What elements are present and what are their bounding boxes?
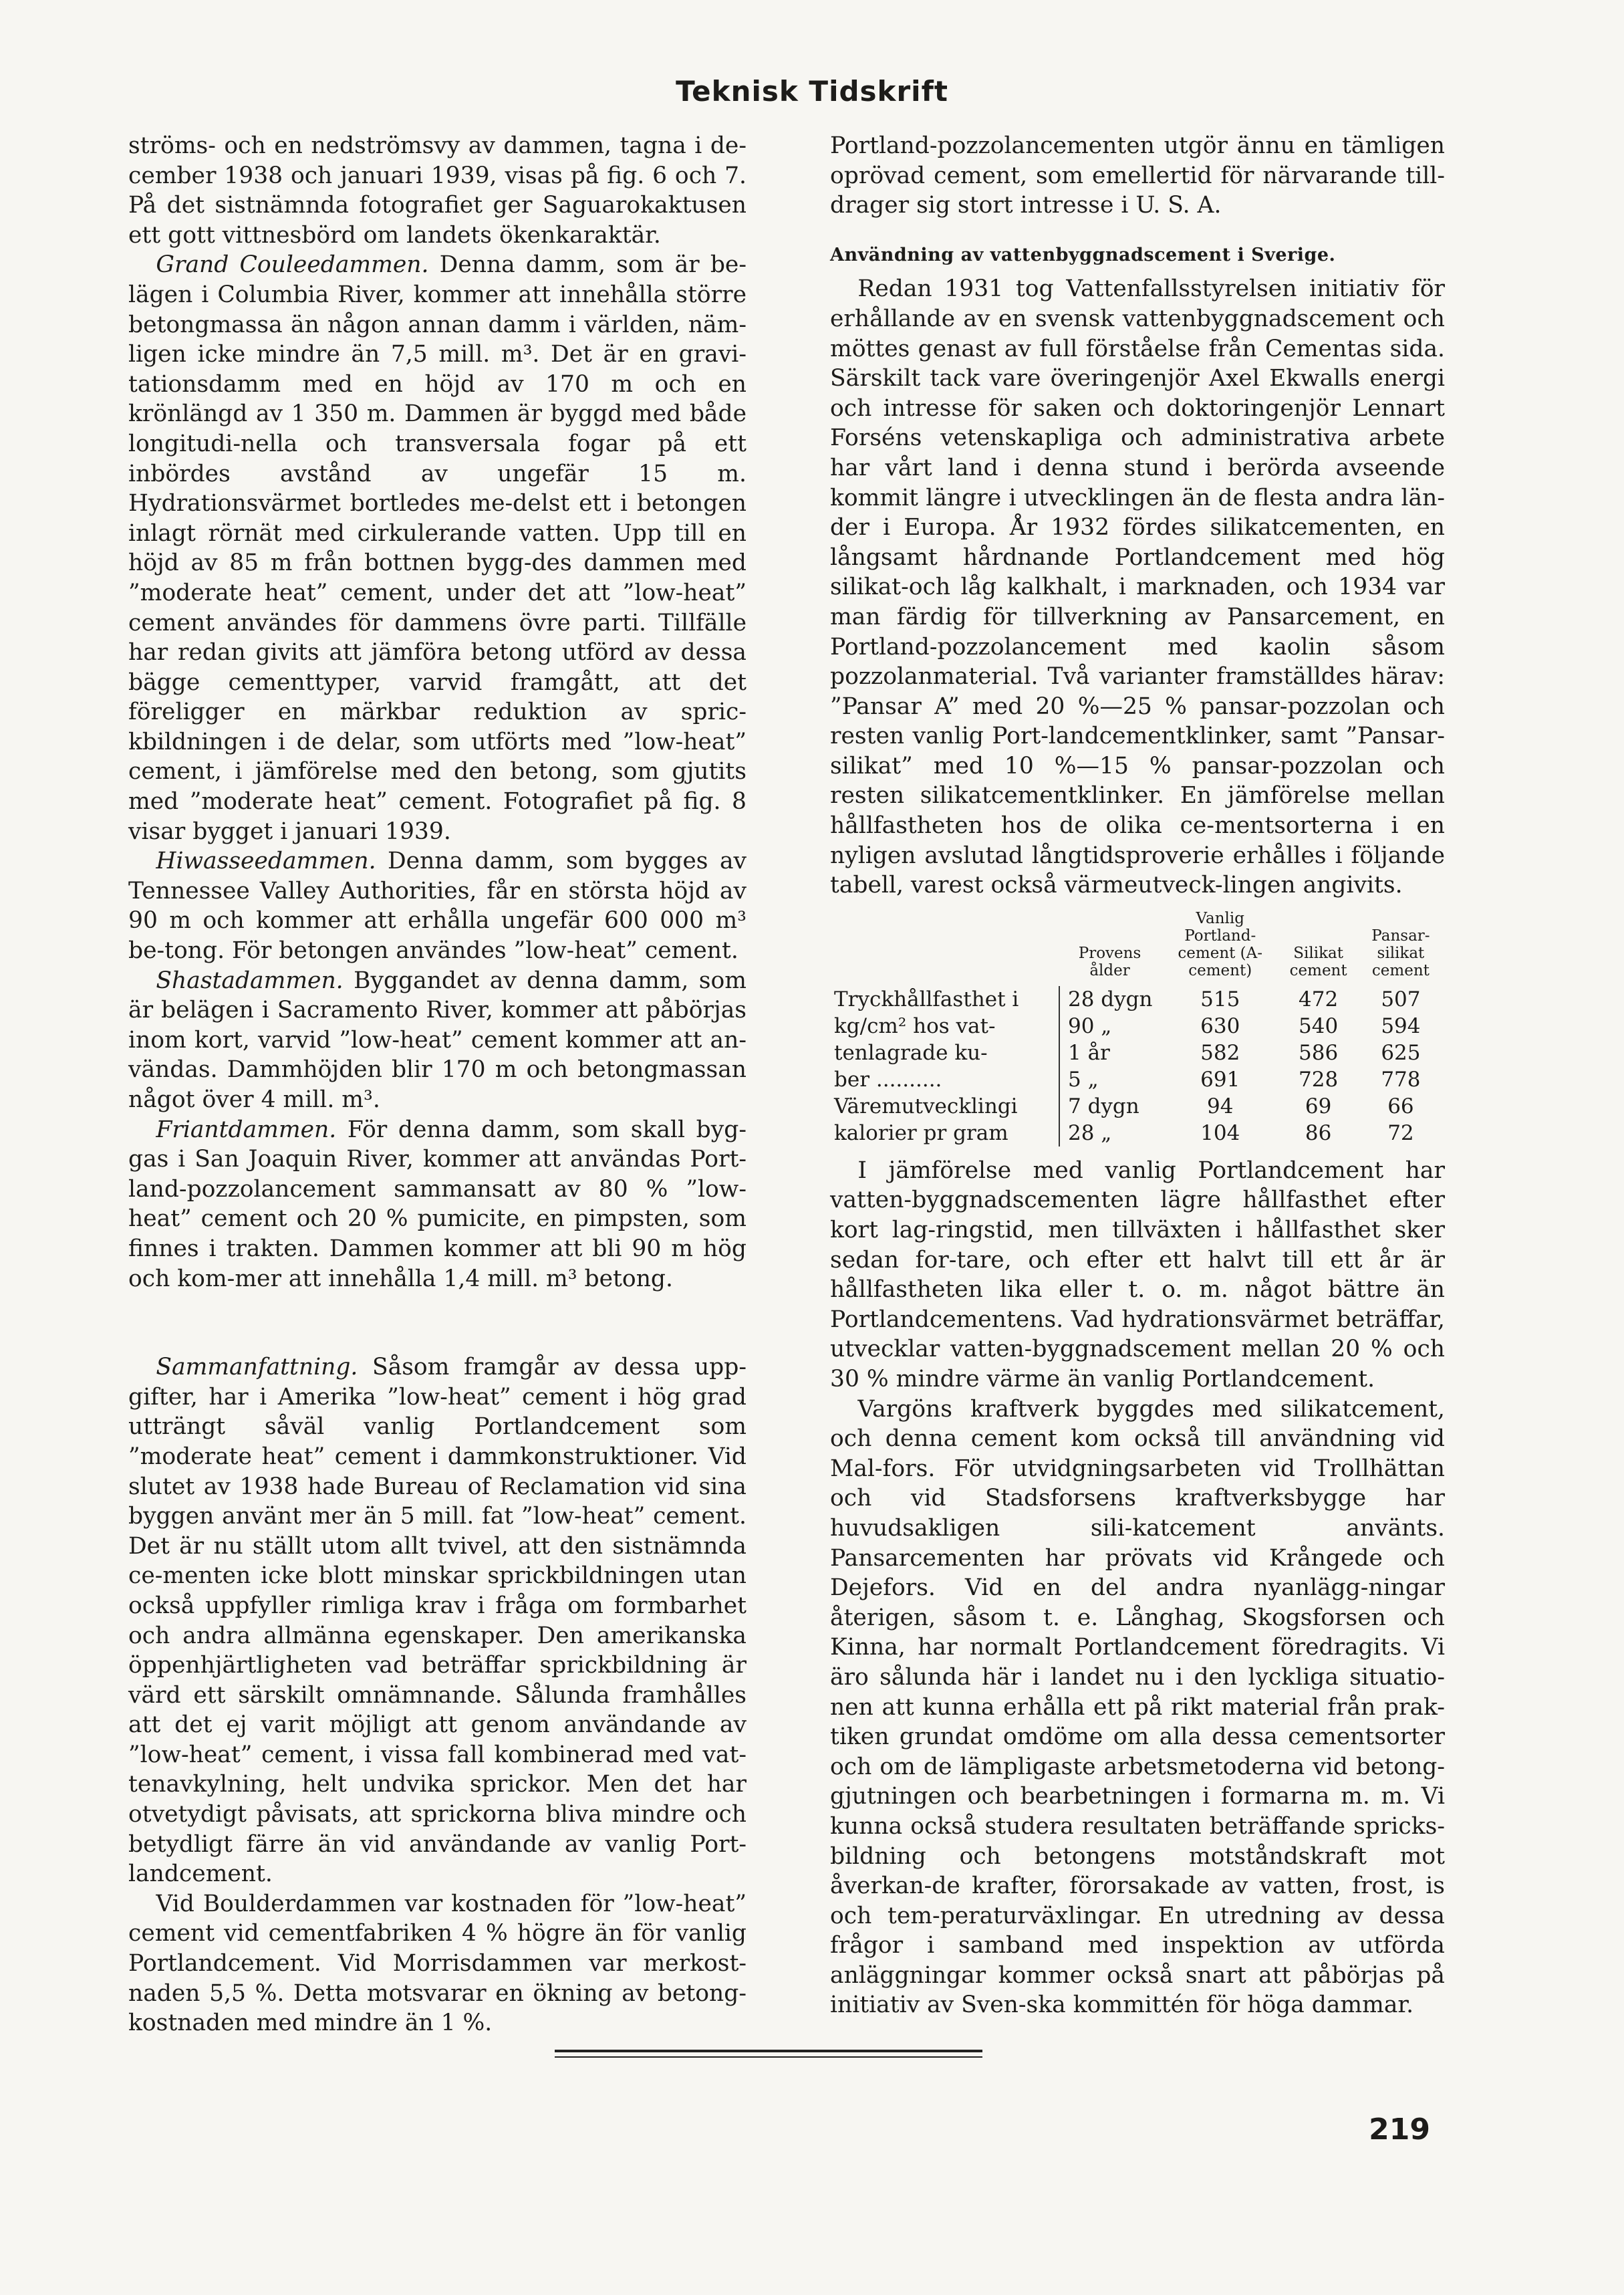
summary-paragraph: Sammanfattning. Såsom framgår av dessa upp-gifter, har i Amerika ”low-heat” cement i hög grad utträngt såväl vanlig Portlandcement som ”moderate heat” cement i dammkonstruktioner. Vid slutet av 1938 hade Bureau of Reclamation vid sina byggen använt mer än 5 mill. fat ”low-heat” cement. Det är nu ställt utom allt tvivel, att den sistnämnda ce-menten icke blott minskar sprickbildningen utan också uppfyller rimliga krav i fråga om formbarhet och andra allmänna egenskaper. Den amerikanska öppenhjärtligheten vad beträffar sprickbildning är värd ett särskilt omnämnande. Sålunda framhålles att det ej varit möjligt att genom användande av ”low-heat” cement, i vissa fall kombinerad med vat-tenavkylning, helt undvika sprickor. Men det har otvetydigt påvisats, att sprickorna bliva mindre och betydligt färre än vid användande av vanlig Port-landcement. bbox=[128, 1354, 747, 1888]
end-rule bbox=[555, 2050, 982, 2062]
table-header: Silikat cement bbox=[1289, 944, 1347, 979]
table-row bbox=[830, 986, 1445, 1013]
paragraph: I jämförelse med vanlig Portlandcement har vatten-byggnadscementen lägre hållfasthet efter kort lag-ringstid, men tillväxten i hållfasthet sker sedan for-tare, och efter ett halvt till ett år är hållfastheten lika eller t. o. m. något bättre än Portlandcementens. Vad hydrationsvärmet beträffar, utvecklar vatten-byggnadscement mellan 20 % och 30 % mindre värme än vanlig Portlandcement. bbox=[830, 1157, 1445, 1393]
left-column bbox=[128, 131, 747, 2038]
table-cell: 72 bbox=[1387, 1120, 1414, 1145]
table-header: Provens ålder bbox=[1078, 944, 1141, 979]
table-row bbox=[830, 1120, 1445, 1146]
strength-table bbox=[830, 910, 1445, 1146]
table-cell: 104 bbox=[1200, 1120, 1240, 1145]
table-cell: 691 bbox=[1200, 1067, 1240, 1092]
dam-name: Grand Couleedammen. bbox=[156, 251, 429, 279]
table-header-row bbox=[830, 910, 1445, 986]
table-cell: 94 bbox=[1207, 1094, 1234, 1118]
table-cell: 90 „ bbox=[1059, 1013, 1160, 1040]
dam-name: Shastadammen. bbox=[156, 967, 344, 994]
paragraph: Shastadammen. Byggandet av denna damm, som är belägen i Sacramento River, kommer att påbörjas inom kort, varvid ”low-heat” cement kommer att an-vändas. Dammhöjden blir 170 m och betongmassan något över 4 mill. m³. bbox=[128, 967, 747, 1113]
table-cell: 540 bbox=[1299, 1013, 1339, 1038]
table-header bbox=[830, 910, 1059, 986]
table-cell: 630 bbox=[1200, 1013, 1240, 1038]
table-cell: 1 år bbox=[1059, 1040, 1160, 1066]
table-cell: 28 „ bbox=[1059, 1120, 1160, 1146]
table-cell: 625 bbox=[1381, 1040, 1421, 1065]
table-header: Vanlig Portland-cement (A-cement) bbox=[1178, 909, 1263, 979]
table-row bbox=[830, 1093, 1445, 1120]
paragraph: Grand Couleedammen. Denna damm, som är be-lägen i Columbia River, kommer att innehålla större betongmassa än någon annan damm i världen, näm-ligen icke mindre än 7,5 mill. m³. Det är en gravi-tationsdamm med en höjd av 170 m och en krönlängd av 1 350 m. Dammen är byggd med både longitudi-nella och transversala fogar på ett inbördes avstånd av ungefär 15 m. Hydrationsvärmet bortledes me-delst ett i betongen inlagt rörnät med cirkulerande vatten. Upp till en höjd av 85 m från bottnen bygg-des dammen med ”moderate heat” cement, under det att ”low-heat” cement användes för dammens övre parti. Tillfälle har redan givits att jämföra betong utförd av dessa bägge cementtyper, varvid framgått, att det föreligger en märkbar reduktion av spric-kbildningen i de delar, som utförts med ”low-heat” cement, i jämförelse med den betong, som gjutits med ”moderate heat” cement. Fotografiet på fig. 8 visar bygget i januari 1939. bbox=[128, 251, 747, 845]
table-cell: 66 bbox=[1387, 1094, 1414, 1118]
right-column bbox=[830, 131, 1445, 2020]
table-cell: 7 dygn bbox=[1059, 1093, 1160, 1120]
table-cell: Väremutvecklingi bbox=[834, 1094, 1018, 1118]
summary-lead: Sammanfattning. bbox=[156, 1354, 358, 1381]
table-cell: tenlagrade ku- bbox=[834, 1040, 988, 1065]
table-row bbox=[830, 1066, 1445, 1093]
table-header: Pansar-silikat cement bbox=[1371, 927, 1430, 979]
paragraph: Vid Boulderdammen var kostnaden för ”low-heat” cement vid cementfabriken 4 % högre än för vanlig Portlandcement. Vid Morrisdammen var merkost-naden 5,5 %. Detta motsvarar en ökning av betong-kostnaden med mindre än 1 %. bbox=[128, 1890, 747, 2037]
table-cell: 28 dygn bbox=[1059, 986, 1160, 1013]
table-cell: 515 bbox=[1200, 987, 1240, 1011]
table-row bbox=[830, 1040, 1445, 1066]
table-cell: 582 bbox=[1200, 1040, 1240, 1065]
paragraph: Portland-pozzolancementen utgör ännu en tämligen oprövad cement, som emellertid för närvarande till-drager sig stort intresse i U. S. A. bbox=[830, 132, 1445, 219]
paragraph: Vargöns kraftverk byggdes med silikatcement, och denna cement kom också till användning vid Mal-fors. För utvidgningsarbeten vid Trollhättan och vid Stadsforsens kraftverksbygge har huvudsakligen sili-katcement använts. Pansarcementen har prövats vid Krångede och Dejefors. Vid en del andra nyanlägg-ningar återigen, såsom t. e. Långhag, Skogsforsen och Kinna, har normalt Portlandcement föredragits. Vi äro sålunda här i landet nu i den lyckliga situatio-nen att kunna erhålla ett på rikt material från prak-tiken grundat omdöme om alla dessa cementsorter och om de lämpligaste arbetsmetoderna vid betong-gjutningen och bearbetningen i formarna m. m. Vi kunna också studera resultaten beträffande spricks-bildning och betongens motståndskraft mot åverkan-de krafter, förorsakade av vatten, frost, is och tem-peraturväxlingar. En utredning av dessa frågor i samband med inspektion av utförda anläggningar kommer också snart att påbörjas på initiativ av Sven-ska kommittén för höga dammar. bbox=[830, 1395, 1445, 2019]
table-cell: 69 bbox=[1305, 1094, 1332, 1118]
section-heading: Användning av vattenbyggnadscement i Sverige. bbox=[830, 244, 1336, 265]
table-cell: kg/cm² hos vat- bbox=[834, 1013, 996, 1038]
table-cell: 86 bbox=[1305, 1120, 1332, 1145]
table-cell: 586 bbox=[1299, 1040, 1339, 1065]
paragraph: Redan 1931 tog Vattenfallsstyrelsen initiativ för erhållande av en svensk vattenbyggnadscement och möttes genast av full förståelse från Cementas sida. Särskilt tack vare överingenjör Axel Ekwalls energi och intresse för saken och doktoringenjör Lennart Forséns vetenskapliga och administrativa arbete har vårt land i denna stund i berörda avseende kommit längre i utvecklingen än de flesta andra län-der i Europa. År 1932 fördes silikatcementen, en långsamt hårdnande Portlandcement med hög silikat-och låg kalkhalt, i marknaden, och 1934 var man färdig för tillverkning av Pansarcement, en Portland-pozzolancement med kaolin såsom pozzolanmaterial. Två varianter framställdes härav: ”Pansar A” med 20 %—25 % pansar-pozzolan och resten vanlig Port-landcementklinker, samt ”Pansar-silikat” med 10 %—15 % pansar-pozzolan och resten silikatcementklinker. En jämförelse mellan hållfastheten hos de olika ce-mentsorterna i en nyligen avslutad långtidsproverie erhålles i följande tabell, varest också värmeutveck-lingen angivits. bbox=[830, 275, 1445, 899]
table-cell: Tryckhållfasthet i bbox=[834, 987, 1019, 1011]
table-cell: 728 bbox=[1299, 1067, 1339, 1092]
table-cell: ber .......... bbox=[834, 1067, 942, 1092]
table-cell: 472 bbox=[1299, 987, 1339, 1011]
paragraph: Friantdammen. För denna damm, som skall byg-gas i San Joaquin River, kommer att användas Port-land-pozzolancement sammansatt av 80 % ”low-heat” cement och 20 % pumicite, en pimpsten, som finnes i trakten. Dammen kommer att bli 90 m hög och kom-mer att innehålla 1,4 mill. m³ betong. bbox=[128, 1116, 747, 1292]
table-row bbox=[830, 1013, 1445, 1040]
table-cell: 507 bbox=[1381, 987, 1421, 1011]
dam-name: Hiwasseedammen. bbox=[156, 848, 376, 875]
table-cell: 778 bbox=[1381, 1067, 1421, 1092]
table-cell: 5 „ bbox=[1059, 1066, 1160, 1093]
paragraph: Hiwasseedammen. Denna damm, som bygges av Tennessee Valley Authorities, får en största höjd av 90 m och kommer att erhålla ungefär 600 000 m³ be-tong. För betongen användes ”low-heat” cement. bbox=[128, 848, 747, 965]
table-cell: 594 bbox=[1381, 1013, 1421, 1038]
table-cell: kalorier pr gram bbox=[834, 1120, 1008, 1145]
dam-name: Friantdammen. bbox=[156, 1116, 337, 1143]
paragraph: ströms- och en nedströmsvy av dammen, tagna i de-cember 1938 och januari 1939, visas på fig. 6 och 7. På det sistnämnda fotografiet ger Saguarokaktusen ett gott vittnesbörd om landets ökenkaraktär. bbox=[128, 132, 747, 249]
page-number: 219 bbox=[1369, 2112, 1430, 2147]
journal-title: Teknisk Tidskrift bbox=[676, 75, 948, 108]
